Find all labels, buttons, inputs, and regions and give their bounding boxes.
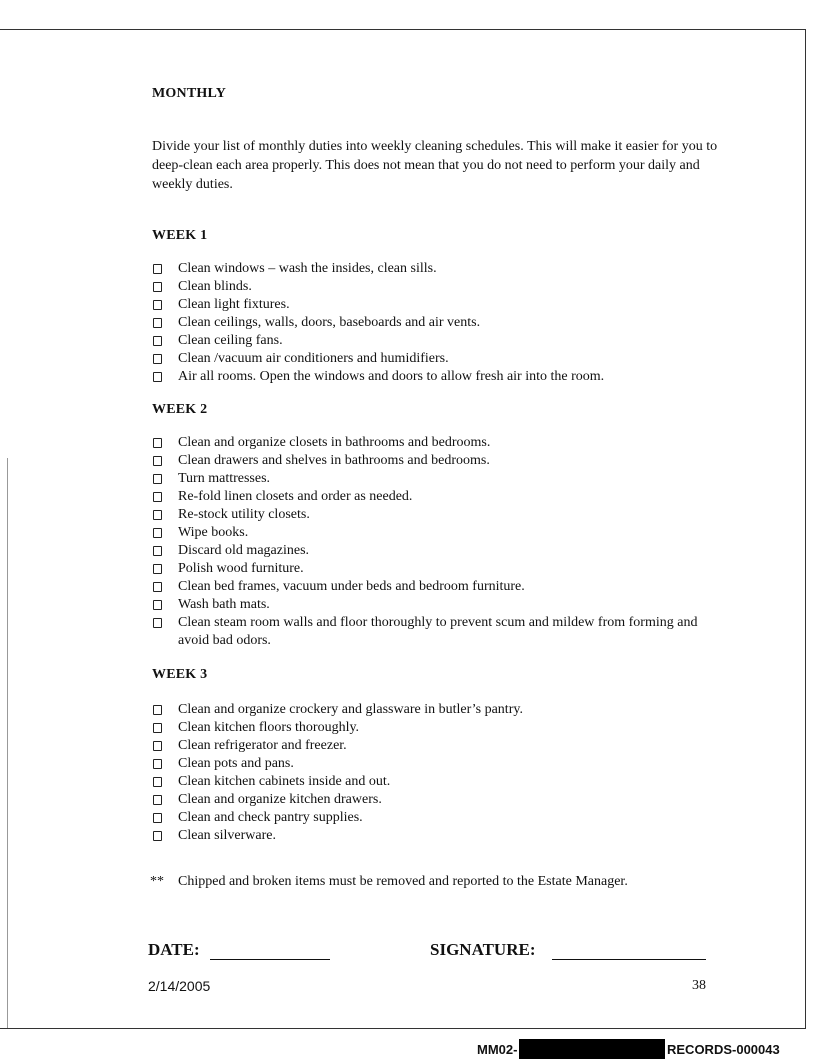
checkbox-icon xyxy=(153,795,162,805)
date-line xyxy=(210,959,330,960)
footer-date: 2/14/2005 xyxy=(148,978,211,994)
page-title: MONTHLY xyxy=(152,86,227,101)
checkbox-icon xyxy=(153,264,162,274)
checkbox-icon xyxy=(153,456,162,466)
right-border xyxy=(805,29,806,1029)
checklist-item: Clean silverware. xyxy=(152,827,523,845)
week-1-checklist xyxy=(152,260,604,386)
checklist-item: Clean kitchen cabinets inside and out. xyxy=(152,773,523,791)
checklist-item: Clean bed frames, vacuum under beds and bedroom furniture. xyxy=(152,578,723,596)
checklist-item: Turn mattresses. xyxy=(152,470,723,488)
footnote-marker: ** xyxy=(150,874,164,889)
checklist-item: Wipe books. xyxy=(152,524,723,542)
checkbox-icon xyxy=(153,474,162,484)
checkbox-icon xyxy=(153,336,162,346)
bates-number: RECORDS-000043 xyxy=(667,1042,780,1057)
checklist-item: Air all rooms. Open the windows and doors to allow fresh air into the room. xyxy=(152,368,604,386)
checkbox-icon xyxy=(153,600,162,610)
checkbox-icon xyxy=(153,813,162,823)
left-border xyxy=(7,458,8,1028)
checklist-item: Clean ceilings, walls, doors, baseboards and air vents. xyxy=(152,314,604,332)
checkbox-icon xyxy=(153,705,162,715)
week-3-heading: WEEK 3 xyxy=(152,667,208,682)
week-2-checklist xyxy=(152,434,723,650)
checklist-item: Clean light fixtures. xyxy=(152,296,604,314)
checkbox-icon xyxy=(153,354,162,364)
checkbox-icon xyxy=(153,300,162,310)
bottom-border xyxy=(0,1028,805,1029)
checklist-item: Re-fold linen closets and order as needed. xyxy=(152,488,723,506)
checklist-item: Discard old magazines. xyxy=(152,542,723,560)
week-3-checklist xyxy=(152,701,523,845)
page-number: 38 xyxy=(692,978,706,993)
checklist-item: Polish wood furniture. xyxy=(152,560,723,578)
checkbox-icon xyxy=(153,372,162,382)
signature-line xyxy=(552,959,706,960)
checklist-item: Clean steam room walls and floor thoroughly to prevent scum and mildew from forming and avoid bad odors. xyxy=(152,614,723,650)
intro-paragraph: Divide your list of monthly duties into weekly cleaning schedules. This will make it easier for you to deep-clean each area properly. This does not mean that you do not need to perform your daily and weekly duties. xyxy=(152,139,718,192)
checkbox-icon xyxy=(153,759,162,769)
footnote-text: Chipped and broken items must be removed and reported to the Estate Manager. xyxy=(178,874,628,889)
checklist-item: Clean kitchen floors thoroughly. xyxy=(152,719,523,737)
checklist-item: Clean drawers and shelves in bathrooms and bedrooms. xyxy=(152,452,723,470)
checkbox-icon xyxy=(153,831,162,841)
checkbox-icon xyxy=(153,546,162,556)
checkbox-icon xyxy=(153,582,162,592)
redaction-bar xyxy=(519,1039,665,1059)
week-1-heading: WEEK 1 xyxy=(152,228,208,243)
checklist-item: Clean /vacuum air conditioners and humidifiers. xyxy=(152,350,604,368)
checklist-item: Clean pots and pans. xyxy=(152,755,523,773)
checkbox-icon xyxy=(153,438,162,448)
top-border xyxy=(0,29,805,30)
checklist-item: Clean and organize closets in bathrooms and bedrooms. xyxy=(152,434,723,452)
bates-prefix: MM02- xyxy=(477,1042,518,1057)
checklist-item: Clean and organize crockery and glassware in butler’s pantry. xyxy=(152,701,523,719)
signature-label: SIGNATURE: xyxy=(430,940,536,959)
checkbox-icon xyxy=(153,723,162,733)
date-label: DATE: xyxy=(148,940,200,959)
checkbox-icon xyxy=(153,492,162,502)
checklist-item: Clean refrigerator and freezer. xyxy=(152,737,523,755)
footnote xyxy=(150,874,628,890)
checkbox-icon xyxy=(153,777,162,787)
checklist-item: Clean and check pantry supplies. xyxy=(152,809,523,827)
checkbox-icon xyxy=(153,618,162,628)
checkbox-icon xyxy=(153,318,162,328)
checklist-item: Clean and organize kitchen drawers. xyxy=(152,791,523,809)
checkbox-icon xyxy=(153,528,162,538)
checklist-item: Clean ceiling fans. xyxy=(152,332,604,350)
checklist-item: Wash bath mats. xyxy=(152,596,723,614)
checklist-item: Re-stock utility closets. xyxy=(152,506,723,524)
checkbox-icon xyxy=(153,741,162,751)
checklist-item: Clean blinds. xyxy=(152,278,604,296)
checkbox-icon xyxy=(153,564,162,574)
checklist-item: Clean windows – wash the insides, clean sills. xyxy=(152,260,604,278)
week-2-heading: WEEK 2 xyxy=(152,402,208,417)
checkbox-icon xyxy=(153,282,162,292)
checkbox-icon xyxy=(153,510,162,520)
